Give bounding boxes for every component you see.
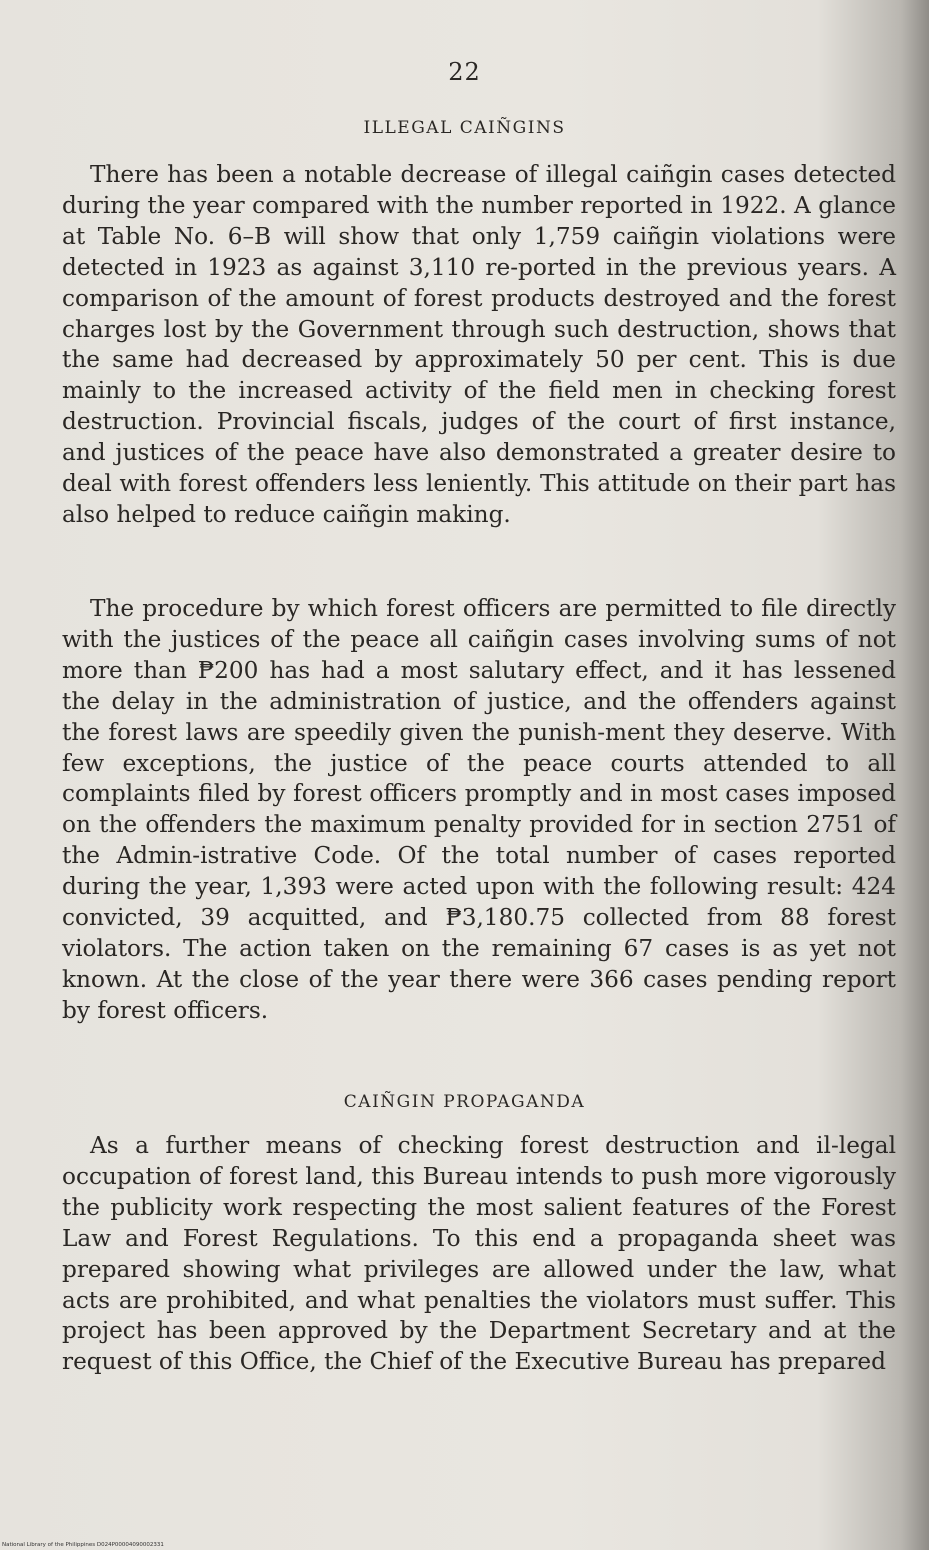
page-number: 22	[448, 58, 481, 86]
paragraph: As a further means of checking forest destruction and il-legal occupation of forest land, this Bureau intends to push more vigorously the publicity work respecting the most salient features of the Forest Law and Forest Regulations. To this end a propaganda sheet was prepared showing what privileges are allowed under the law, what acts are prohibited, and what penalties the violators must suffer. This project has been approved by the Department Secretary and at the request of this Office, the Chief of the Executive Bureau has prepared	[62, 1132, 896, 1376]
section-heading-illegal-caingins: ILLEGAL CAIÑGINS	[363, 118, 566, 138]
section-heading-caingin-propaganda: CAIÑGIN PROPAGANDA	[343, 1092, 586, 1112]
archive-footer: National Library of the Philippines D024P00004090002331	[2, 1542, 164, 1548]
paragraph: The procedure by which forest officers are permitted to file directly with the justices of the peace all caiñgin cases involving sums of not more than ₱200 has had a most salutary effect, and it has lessened the delay in the administration of justice, and the offenders against the forest laws are speedily given the punish-ment they deserve. With few exceptions, the justice of the peace courts attended to all complaints filed by forest officers promptly and in most cases imposed on the offenders the maximum penalty provided for in section 2751 of the Admin-istrative Code. Of the total number of cases reported during the year, 1,393 were acted upon with the following result: 424 convicted, 39 acquitted, and ₱3,180.75 collected from 88 forest violators. The action taken on the remaining 67 cases is as yet not known. At the close of the year there were 366 cases pending report by forest officers.	[62, 595, 896, 1024]
paragraph: There has been a notable decrease of illegal caiñgin cases detected during the year compared with the number reported in 1922. A glance at Table No. 6–B will show that only 1,759 caiñgin violations were detected in 1923 as against 3,110 re-ported in the previous years. A comparison of the amount of forest products destroyed and the forest charges lost by the Government through such destruction, shows that the same had decreased by approximately 50 per cent. This is due mainly to the increased activity of the field men in checking forest destruction. Provincial fiscals, judges of the court of first instance, and justices of the peace have also demonstrated a greater desire to deal with forest offenders less leniently. This attitude on their part has also helped to reduce caiñgin making.	[62, 161, 896, 528]
